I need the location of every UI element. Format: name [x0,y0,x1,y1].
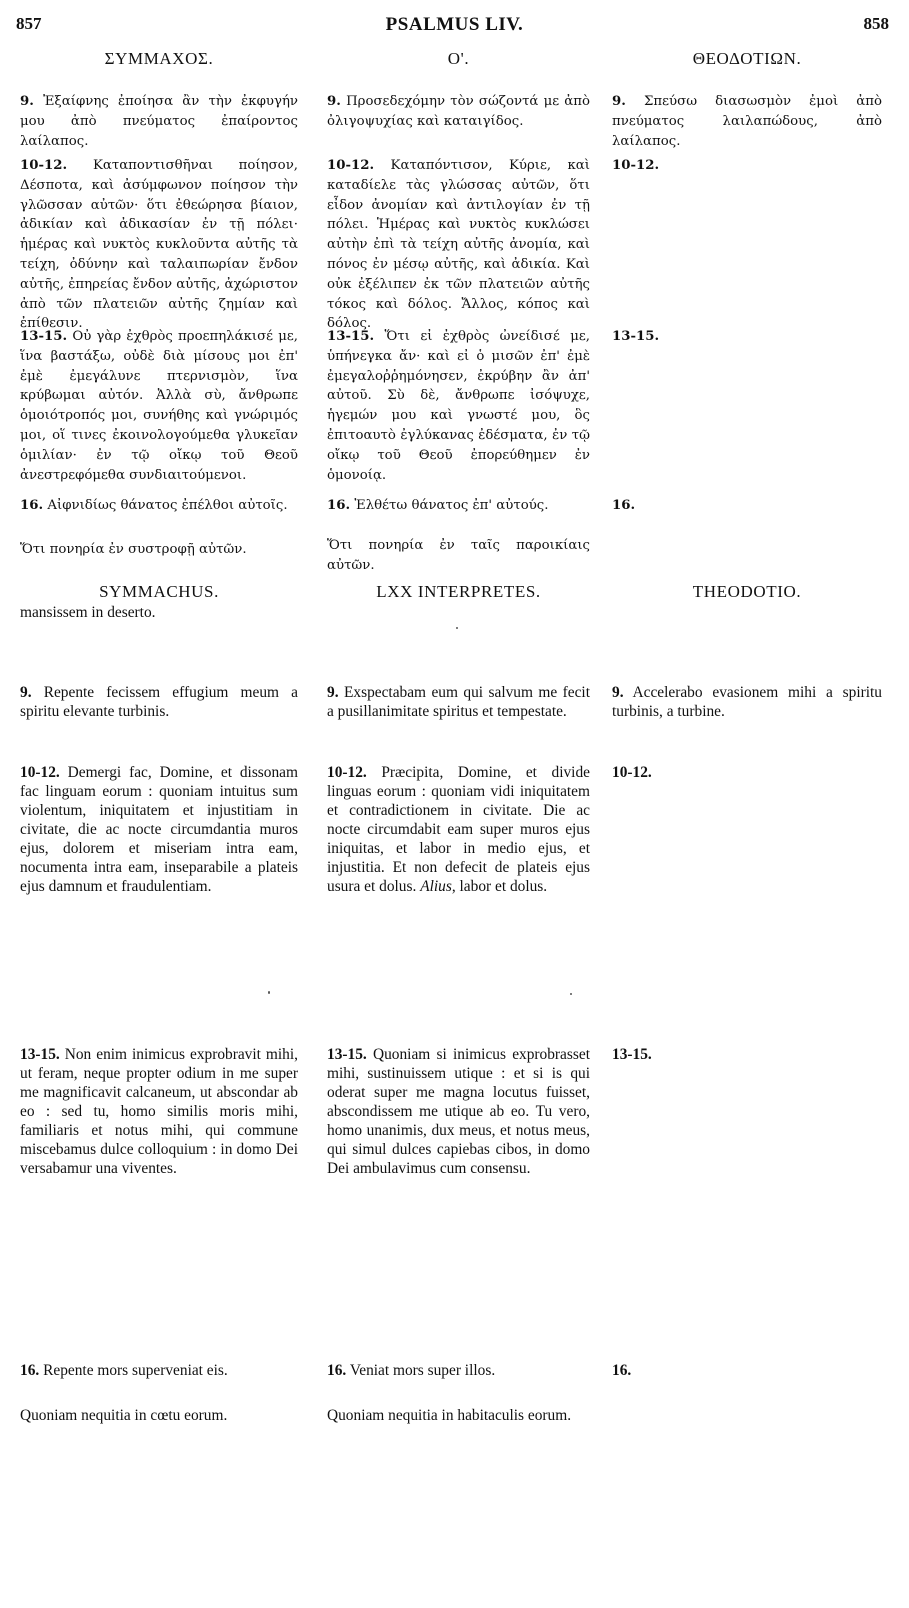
running-title: PSALMUS LIV. [385,14,524,35]
latin-heading-symmachus: SYMMACHUS. [99,582,219,601]
alius-marker: Alius [420,878,452,895]
verse-number: 16. [612,498,636,513]
verse-number: 10-12. [612,764,652,781]
latin-symmachus-v9 [20,683,298,721]
verse-number: 10-12. [327,764,367,781]
greek-lxx-v13-15 [327,327,590,485]
verse-number: 9. [20,94,34,109]
verse-text: Ἐξαίφνης ἐποίησα ἂν τὴν ἐκφυγήν μου ἀπὸ πνεύματος ἐπαίροντος λαίλαπος. [20,94,298,149]
scan-speck [456,627,458,629]
scan-speck [570,993,572,995]
latin-lxx-v16 [327,1361,590,1380]
verse-number: 16. [612,1362,632,1379]
verse-number: 13-15. [327,329,375,344]
greek-lxx-v16 [327,496,590,516]
latin-symmachus-v16 [20,1361,298,1380]
verse-number: 13-15. [20,329,68,344]
verse-text: Ὅτι εἰ ἐχθρὸς ὠνείδισέ με, ὑπήνεγκα ἄν· καὶ εἰ ὁ μισῶν ἐπ' ἐμὲ ἐμεγαλοῤῥημόνησεν, ἐκρύβην ἂν ἀπ' αὐτοῦ. Σὺ δὲ, ἄνθρωπε ἰσόψυχε, ἡγεμών μου καὶ γνωστέ μου, ὃς ἐπιτοαυτὸ ἐγλύκανας ἐδέσματα, ἐν τῷ οἴκῳ τοῦ Θεοῦ ἐπορεύθημεν ἐν ὁμονοίᾳ. [327,329,590,483]
verse-text: Quoniam si inimicus exprobrasset mihi, sustinuissem utique : et si is qui oderat super me magna locutus fuisset, abscondissem me utique ab eo. Tu vero, homo unanimis, dux meus, et notus meus, qui simul dulces capiebas cibos, in domo Dei ambulavimus cum consensu. [327,1046,590,1177]
verse-text: Veniat mors super illos. [349,1362,496,1379]
verse-text: Demergi fac, Domine, et dissonam fac linguam eorum : quoniam intuitus sum violentum, iniquitatem et injustitiam in civitate, die ac nocte circumdantia muros ejus, dolorem et miseriam intra eam, nocumenta intra eam, inseparabile a plateis ejus damnum et fraudulentiam. [20,764,298,895]
verse-text: Repente mors superveniat eis. [43,1362,228,1379]
greek-symmachus-v16b [20,540,298,560]
verse-text: Αἰφνιδίως θάνατος ἐπέλθοι αὐτοῖς. [47,498,288,513]
verse-number: 16. [327,1362,347,1379]
verse-number: 9. [327,684,339,701]
latin-intro [20,603,298,622]
verse-number: 13-15. [20,1046,60,1063]
latin-symmachus-v10-12 [20,763,298,896]
page-number-right: 858 [863,14,889,33]
greek-heading-theodotion: ΘΕΟΔΟΤΙΩΝ. [692,49,802,68]
verse-number: 10-12. [612,158,660,173]
latin-lxx-v9 [327,683,590,721]
verse-number: 16. [20,498,44,513]
page-number-left: 857 [16,14,42,33]
verse-number: 9. [612,94,626,109]
verse-number: 10-12. [20,158,68,173]
latin-lxx-v13-15 [327,1045,590,1178]
greek-theodotion-v13-15 [612,327,882,347]
latin-symmachus-v13-15 [20,1045,298,1178]
latin-heading-theodotion: THEODOTIO. [692,582,802,601]
verse-text: Σπεύσω διασωσμὸν ἐμοὶ ἀπὸ πνεύματος λαιλαπώδους, ἀπὸ λαίλαπος. [612,94,882,149]
latin-heading-lxx: LXX INTERPRETES. [376,582,541,601]
verse-number: 13-15. [327,1046,367,1063]
greek-lxx-v9 [327,92,590,132]
verse-number: 9. [20,684,32,701]
greek-symmachus-v9 [20,92,298,151]
verse-text: Præcipita, Domine, et divide linguas eorum : quoniam vidi iniquitatem et contradictionem in civitate. Die ac nocte circumdabit eam super muros ejus iniquitas, et labor in medio ejus, et injustitia. Et non defecit de plateis ejus usura et dolus. Alius, labor et dolus. [327,764,590,895]
verse-number: 13-15. [612,329,660,344]
greek-theodotion-v9 [612,92,882,151]
latin-intro-text: mansissem in deserto. [20,604,156,621]
verse-text: Ὅτι πονηρία ἐν ταῖς παροικίαις αὐτῶν. [327,538,590,573]
greek-theodotion-v10-12 [612,156,882,176]
verse-number: 16. [327,498,351,513]
scan-speck [268,991,270,994]
verse-number: 16. [20,1362,40,1379]
verse-text: Quoniam nequitia in habitaculis eorum. [327,1407,572,1424]
latin-symmachus-v16b [20,1406,298,1425]
latin-theodotion-v16 [612,1361,882,1380]
verse-text: Καταποντισθῆναι ποίησον, Δέσποτα, καὶ ἀσύμφωνον ποίησον τὴν γλῶσσαν αὐτῶν· ὅτι ἐθεώρησα βίαιον, ἀδικίαν καὶ ἀδικασίαν ἐν τῇ πόλει· ἡμέρας καὶ νυκτὸς κυκλοῦντα αὐτῆς τὰ τείχη, ὀδύνην καὶ ταλαιπωρίαν ἔνδον αὐτῆς, ἐπηρείας ἔνδον αὐτῆς, ἀχώριστον ἀπὸ τῶν πλατειῶν αὐτῆς ζημίαν καὶ ἐπίθεσιν. [20,158,298,332]
latin-theodotion-v9 [612,683,882,721]
latin-lxx-v16b [327,1406,590,1425]
verse-number: 13-15. [612,1046,652,1063]
verse-text: Non enim inimicus exprobravit mihi, ut feram, neque propter odium in me super me magnificavit calcaneum, ut abscondar ab eo : sed tu, homo similis moris mihi, familiaris et notus mihi, qui commune miscebamus dulce colloquium : in domo Dei versabamur una viventes. [20,1046,298,1177]
latin-lxx-v10-12 [327,763,590,896]
verse-number: 10-12. [20,764,60,781]
verse-text: Ἐλθέτω θάνατος ἐπ' αὐτούς. [354,498,549,513]
latin-theodotion-v10-12 [612,763,882,782]
verse-text: Προσεδεχόμην τὸν σώζοντά με ἀπὸ ὀλιγοψυχίας καὶ καταιγίδος. [327,94,590,129]
verse-number: 9. [612,684,624,701]
greek-theodotion-v16 [612,496,882,516]
greek-lxx-v16b [327,536,590,576]
latin-theodotion-v13-15 [612,1045,882,1064]
verse-text: Ὅτι πονηρία ἐν συστροφῇ αὐτῶν. [20,542,247,557]
greek-symmachus-v10-12 [20,156,298,334]
verse-text: Οὐ γὰρ ἐχθρὸς προεπηλάκισέ με, ἵνα βαστάξω, οὐδὲ διὰ μίσους μοι ἐπ' ἐμὲ ἐμεγάλυνε πτερνισμὸν, ἵνα κρύβωμαι αὐτόν. Ἀλλὰ σὺ, ἄνθρωπε ὁμοιότροπός μοι, συνήθης καὶ γνώριμός μοι, οἵ τινες ἐκοινολογούμεθα γλυκεῖαν ὁμιλίαν· ἐν τῷ οἴκῳ τοῦ Θεοῦ ἀνεστρεφόμεθα συνδιαιτούμενοι. [20,329,298,483]
greek-symmachus-v13-15 [20,327,298,485]
verse-text: Καταπόντισον, Κύριε, καὶ καταδίελε τὰς γλώσσας αὐτῶν, ὅτι εἶδον ἀνομίαν καὶ ἀντιλογίαν ἐν τῇ πόλει. Ἡμέρας καὶ νυκτὸς κυκλώσει αὐτὴν ἐπὶ τὰ τείχη αὐτῆς ἀνομία, καὶ πόνος ἐν μέσῳ αὐτῆς, καὶ ἀδικία. Καὶ οὐκ ἐξέλιπεν ἐκ τῶν πλατειῶν αὐτῆς τόκος καὶ δόλος. Ἄλλος, κόπος καὶ δόλος. [327,158,590,332]
verse-number: 9. [327,94,341,109]
verse-number: 10-12. [327,158,375,173]
verse-text: Accelerabo evasionem mihi a spiritu turbinis, a turbine. [612,684,883,720]
verse-text: Exspectabam eum qui salvum me fecit a pusillanimitate spiritus et tempestate. [327,684,590,720]
verse-text: Quoniam nequitia in cœtu eorum. [20,1407,228,1424]
verse-text: Repente fecissem effugium meum a spiritu elevante turbinis. [20,684,298,720]
greek-symmachus-v16 [20,496,298,516]
greek-lxx-v10-12 [327,156,590,334]
greek-heading-lxx: Ο'. [447,49,470,68]
greek-heading-symmachus: ΣΥΜΜΑΧΟΣ. [104,49,214,68]
